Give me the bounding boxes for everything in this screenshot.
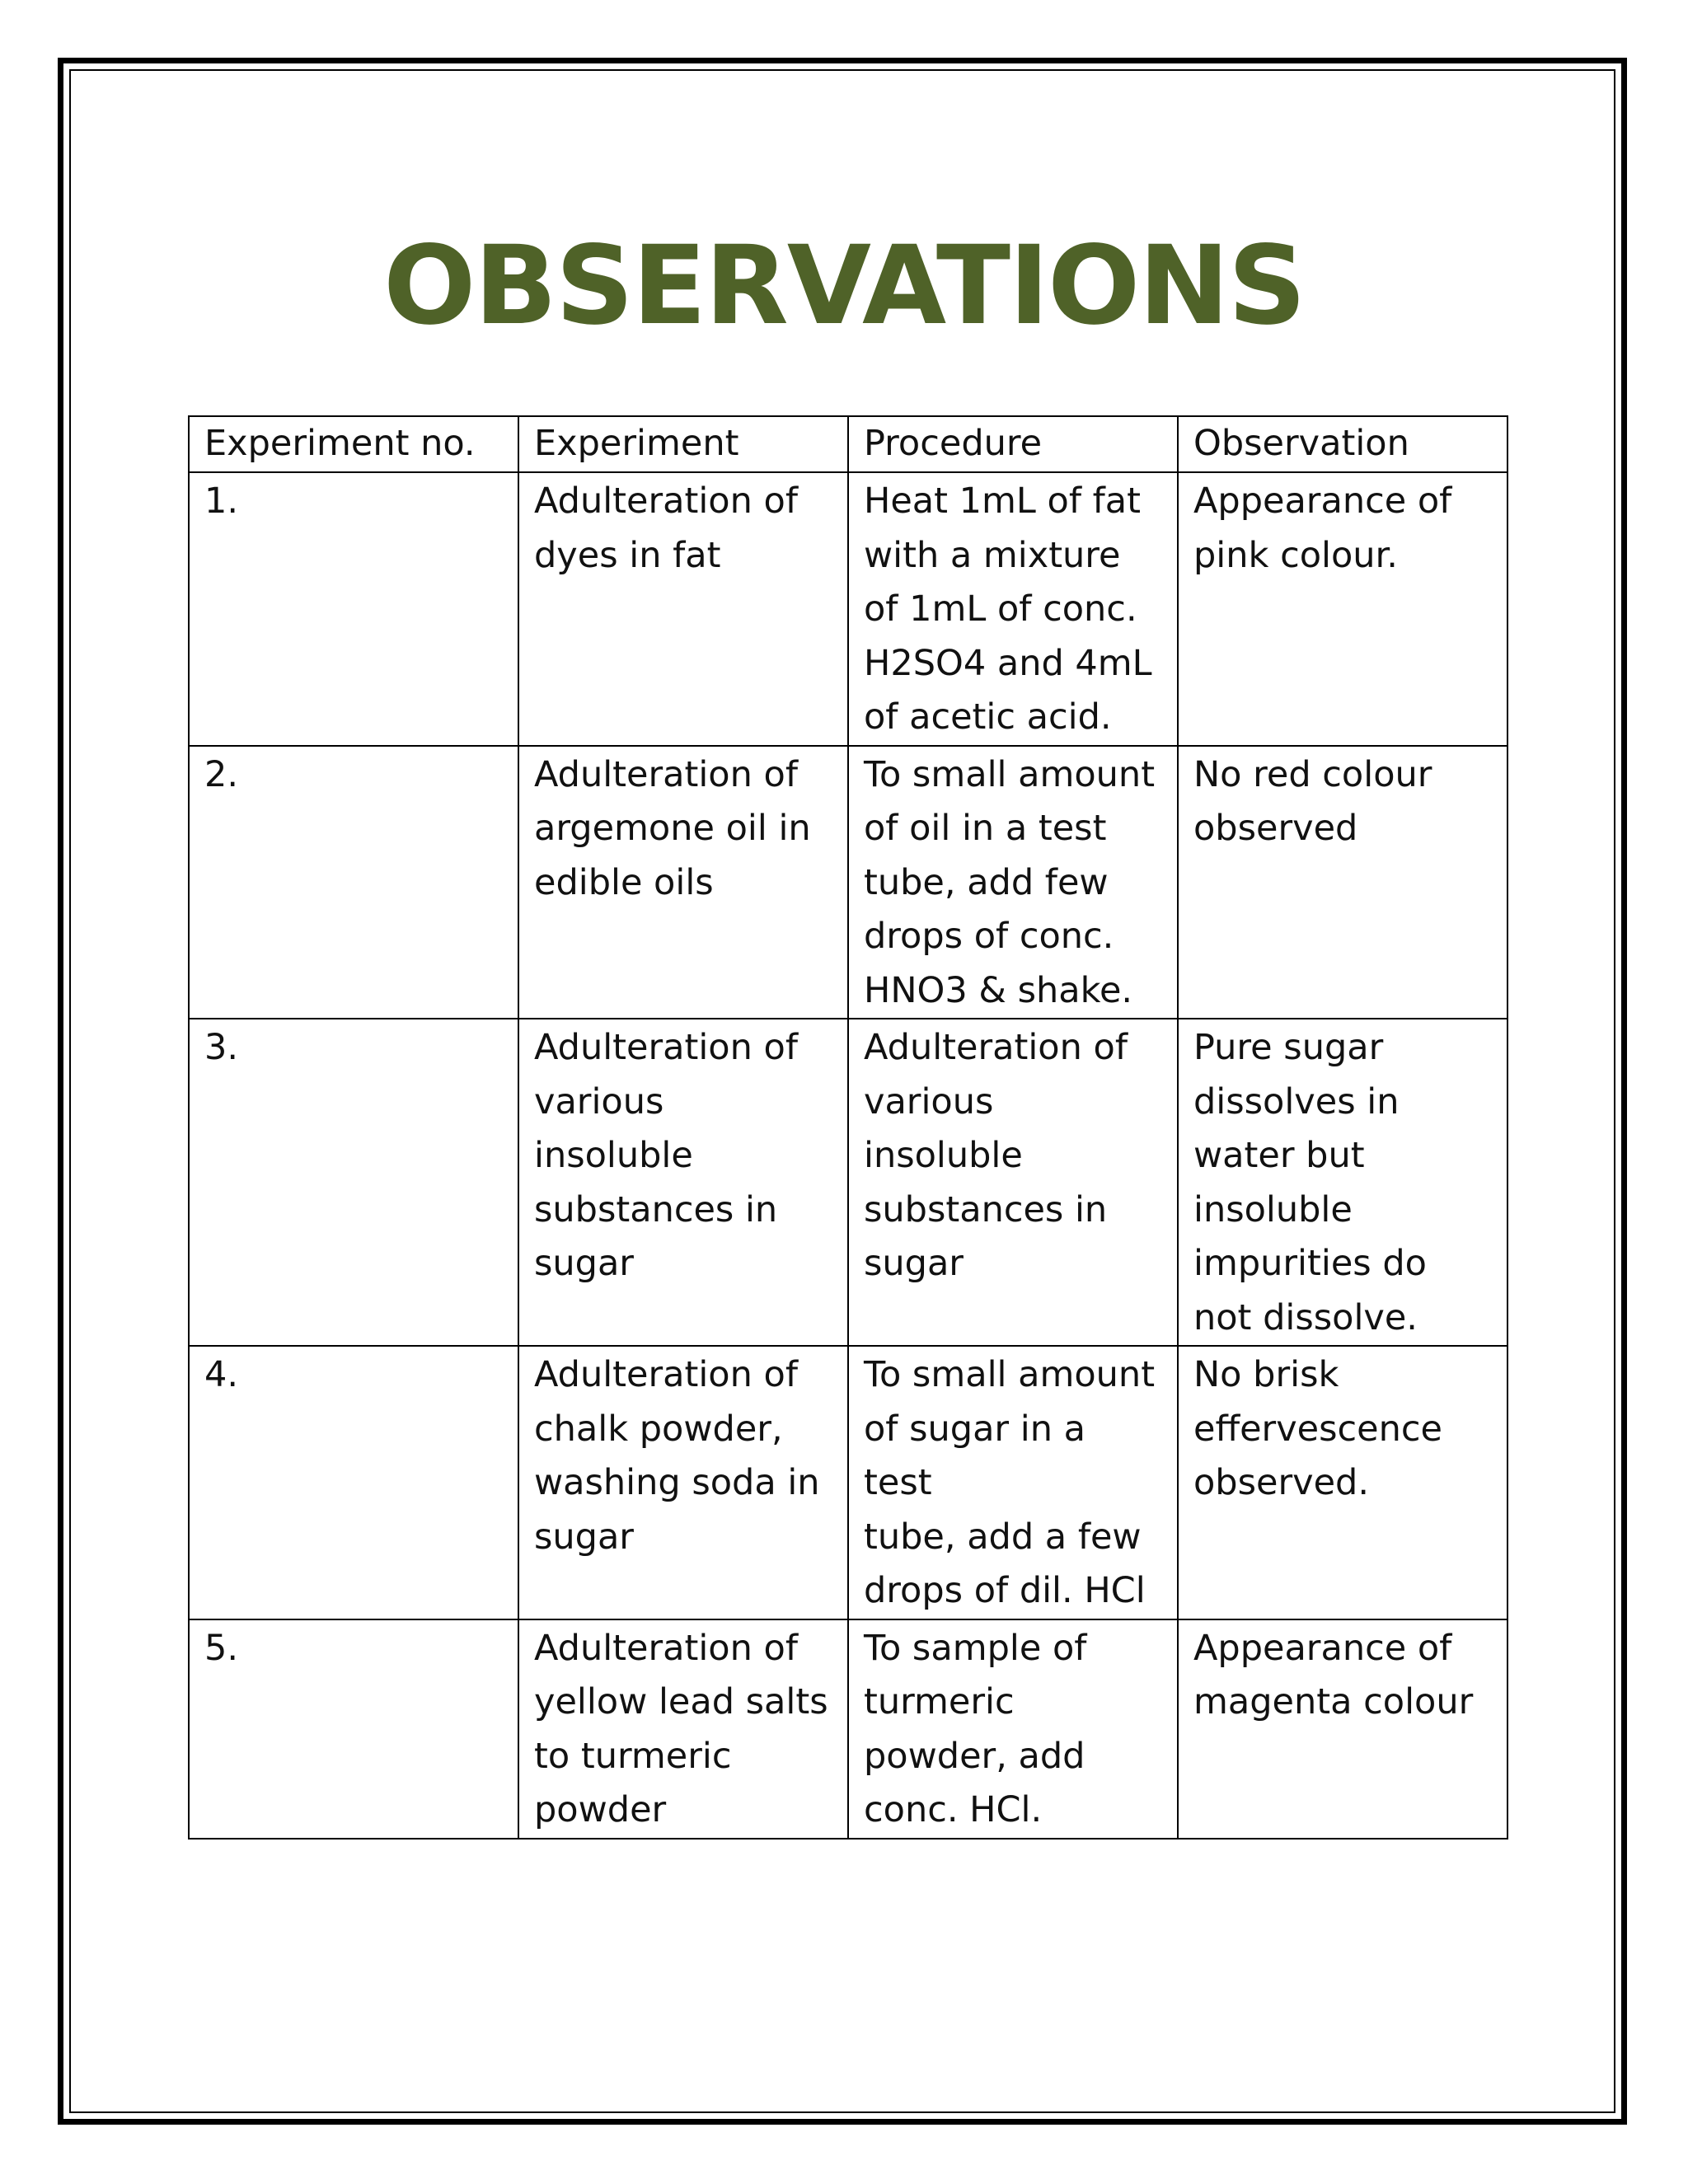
table-row bbox=[189, 746, 1507, 1019]
cell-experiment-no: 4. bbox=[189, 1346, 518, 1619]
header-procedure: Procedure bbox=[848, 416, 1178, 472]
cell-observation: Appearance of pink colour. bbox=[1178, 472, 1507, 746]
page-title: OBSERVATIONS bbox=[383, 223, 1305, 349]
cell-experiment: Adulteration of various insoluble substances in sugar bbox=[518, 1019, 848, 1346]
observations-table bbox=[188, 415, 1508, 1840]
table-row bbox=[189, 1019, 1507, 1346]
cell-procedure: Heat 1mL of fat with a mixture of 1mL of conc. H2SO4 and 4mL of acetic acid. bbox=[848, 472, 1178, 746]
cell-experiment-no: 5. bbox=[189, 1619, 518, 1839]
cell-experiment: Adulteration of dyes in fat bbox=[518, 472, 848, 746]
table-row bbox=[189, 1619, 1507, 1839]
cell-experiment: Adulteration of argemone oil in edible oils bbox=[518, 746, 848, 1019]
table-row bbox=[189, 472, 1507, 746]
table-header-row bbox=[189, 416, 1507, 472]
header-experiment-no: Experiment no. bbox=[189, 416, 518, 472]
cell-observation: Appearance of magenta colour bbox=[1178, 1619, 1507, 1839]
header-observation: Observation bbox=[1178, 416, 1507, 472]
cell-observation: Pure sugar dissolves in water but insoluble impurities do not dissolve. bbox=[1178, 1019, 1507, 1346]
cell-experiment-no: 2. bbox=[189, 746, 518, 1019]
cell-procedure: Adulteration of various insoluble substances in sugar bbox=[848, 1019, 1178, 1346]
cell-observation: No brisk effervescence observed. bbox=[1178, 1346, 1507, 1619]
cell-observation: No red colour observed bbox=[1178, 746, 1507, 1019]
cell-procedure: To small amount of oil in a test tube, add few drops of conc. HNO3 & shake. bbox=[848, 746, 1178, 1019]
cell-experiment: Adulteration of yellow lead salts to turmeric powder bbox=[518, 1619, 848, 1839]
header-experiment: Experiment bbox=[518, 416, 848, 472]
cell-procedure: To sample of turmeric powder, add conc. HCl. bbox=[848, 1619, 1178, 1839]
table-row bbox=[189, 1346, 1507, 1619]
cell-procedure: To small amount of sugar in a test tube, add a few drops of dil. HCl bbox=[848, 1346, 1178, 1619]
cell-experiment: Adulteration of chalk powder, washing soda in sugar bbox=[518, 1346, 848, 1619]
cell-experiment-no: 1. bbox=[189, 472, 518, 746]
cell-experiment-no: 3. bbox=[189, 1019, 518, 1346]
